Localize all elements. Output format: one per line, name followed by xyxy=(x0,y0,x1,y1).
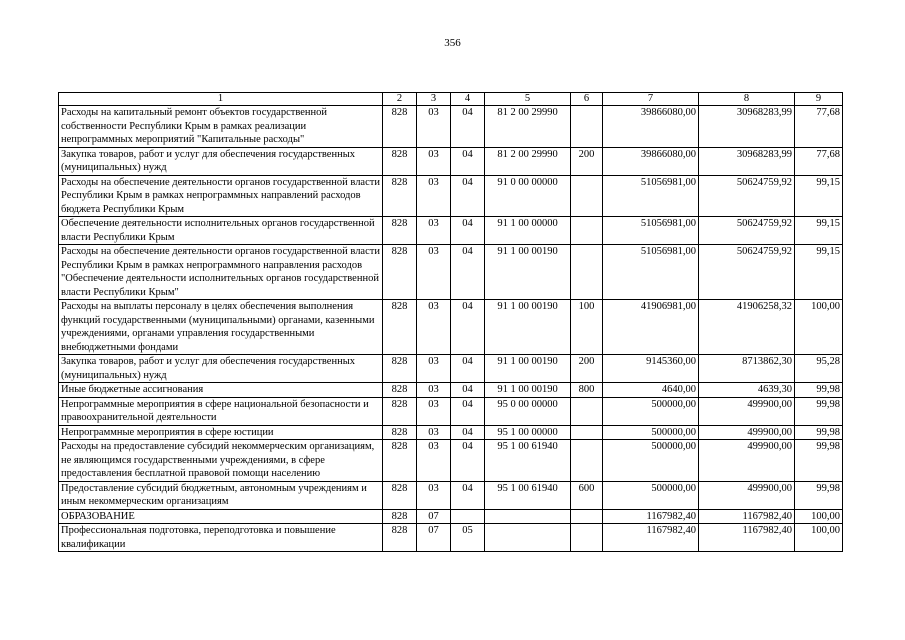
row-name-cell: Расходы на выплаты персоналу в целях обеспечения выполнения функций государственными (муниципальными) органами, казенными учреждениями, органами управления государственными внебюджетными фондами xyxy=(59,300,383,355)
subsection-code-cell xyxy=(451,509,485,524)
subsection-code-cell: 04 xyxy=(451,300,485,355)
ministry-code-cell: 828 xyxy=(383,524,417,552)
planned-amount-cell: 1167982,40 xyxy=(603,509,699,524)
executed-amount-cell: 1167982,40 xyxy=(699,524,795,552)
ministry-code-cell: 828 xyxy=(383,175,417,217)
expense-type-cell xyxy=(571,397,603,425)
target-article-cell: 91 1 00 00190 xyxy=(485,355,571,383)
expense-type-cell xyxy=(571,106,603,148)
subsection-code-cell: 04 xyxy=(451,355,485,383)
table-row xyxy=(59,397,843,425)
executed-amount-cell: 499900,00 xyxy=(699,425,795,440)
subsection-code-cell: 05 xyxy=(451,524,485,552)
row-name-cell: Расходы на предоставление субсидий некоммерческим организациям, не являющимся государственными учреждениями, в сфере предоставления бесплатной правовой помощи населению xyxy=(59,440,383,482)
section-code-cell: 03 xyxy=(417,147,451,175)
expense-type-cell: 600 xyxy=(571,481,603,509)
table-body xyxy=(59,106,843,552)
execution-percent-cell: 99,98 xyxy=(795,383,843,398)
column-header: 1 xyxy=(59,93,383,106)
subsection-code-cell: 04 xyxy=(451,440,485,482)
target-article-cell: 91 1 00 00190 xyxy=(485,245,571,300)
table-row xyxy=(59,425,843,440)
column-header: 9 xyxy=(795,93,843,106)
execution-percent-cell: 99,98 xyxy=(795,397,843,425)
expense-type-cell xyxy=(571,175,603,217)
subsection-code-cell: 04 xyxy=(451,217,485,245)
execution-percent-cell: 99,15 xyxy=(795,175,843,217)
column-header: 8 xyxy=(699,93,795,106)
subsection-code-cell: 04 xyxy=(451,383,485,398)
executed-amount-cell: 50624759,92 xyxy=(699,245,795,300)
execution-percent-cell: 99,98 xyxy=(795,425,843,440)
execution-percent-cell: 99,98 xyxy=(795,481,843,509)
executed-amount-cell: 499900,00 xyxy=(699,481,795,509)
execution-percent-cell: 77,68 xyxy=(795,106,843,148)
ministry-code-cell: 828 xyxy=(383,383,417,398)
execution-percent-cell: 100,00 xyxy=(795,509,843,524)
execution-percent-cell: 100,00 xyxy=(795,524,843,552)
table-row xyxy=(59,524,843,552)
table-row xyxy=(59,175,843,217)
expense-type-cell xyxy=(571,425,603,440)
page-number: 356 xyxy=(444,37,461,49)
executed-amount-cell: 499900,00 xyxy=(699,397,795,425)
table-row xyxy=(59,509,843,524)
table-row xyxy=(59,383,843,398)
executed-amount-cell: 41906258,32 xyxy=(699,300,795,355)
target-article-cell: 95 1 00 61940 xyxy=(485,481,571,509)
expense-type-cell xyxy=(571,217,603,245)
subsection-code-cell: 04 xyxy=(451,425,485,440)
table-row xyxy=(59,300,843,355)
executed-amount-cell: 499900,00 xyxy=(699,440,795,482)
ministry-code-cell: 828 xyxy=(383,397,417,425)
row-name-cell: Обеспечение деятельности исполнительных органов государственной власти Республики Крым xyxy=(59,217,383,245)
section-code-cell: 03 xyxy=(417,397,451,425)
row-name-cell: Расходы на капитальный ремонт объектов государственной собственности Республики Крым в рамках реализации непрограммных мероприятий "Капитальные расходы" xyxy=(59,106,383,148)
row-name-cell: Непрограммные мероприятия в сфере юстиции xyxy=(59,425,383,440)
table-row xyxy=(59,245,843,300)
expense-type-cell xyxy=(571,245,603,300)
executed-amount-cell: 8713862,30 xyxy=(699,355,795,383)
execution-percent-cell: 99,15 xyxy=(795,217,843,245)
planned-amount-cell: 39866080,00 xyxy=(603,147,699,175)
planned-amount-cell: 500000,00 xyxy=(603,397,699,425)
section-code-cell: 03 xyxy=(417,245,451,300)
section-code-cell: 03 xyxy=(417,106,451,148)
target-article-cell: 91 0 00 00000 xyxy=(485,175,571,217)
target-article-cell: 81 2 00 29990 xyxy=(485,106,571,148)
subsection-code-cell: 04 xyxy=(451,147,485,175)
planned-amount-cell: 4640,00 xyxy=(603,383,699,398)
planned-amount-cell: 500000,00 xyxy=(603,481,699,509)
table-row xyxy=(59,217,843,245)
subsection-code-cell: 04 xyxy=(451,397,485,425)
row-name-cell: Расходы на обеспечение деятельности органов государственной власти Республики Крым в рамках непрограммных направлений расходов бюджета Республики Крым xyxy=(59,175,383,217)
row-name-cell: Предоставление субсидий бюджетным, автономным учреждениям и иным некоммерческим организациям xyxy=(59,481,383,509)
planned-amount-cell: 51056981,00 xyxy=(603,245,699,300)
ministry-code-cell: 828 xyxy=(383,300,417,355)
column-header: 7 xyxy=(603,93,699,106)
ministry-code-cell: 828 xyxy=(383,217,417,245)
section-code-cell: 03 xyxy=(417,175,451,217)
subsection-code-cell: 04 xyxy=(451,481,485,509)
section-code-cell: 07 xyxy=(417,524,451,552)
expense-type-cell xyxy=(571,509,603,524)
table-row xyxy=(59,355,843,383)
column-header: 4 xyxy=(451,93,485,106)
table-header-row xyxy=(59,93,843,106)
section-code-cell: 07 xyxy=(417,509,451,524)
executed-amount-cell: 50624759,92 xyxy=(699,175,795,217)
planned-amount-cell: 500000,00 xyxy=(603,425,699,440)
executed-amount-cell: 1167982,40 xyxy=(699,509,795,524)
section-code-cell: 03 xyxy=(417,481,451,509)
expense-type-cell xyxy=(571,524,603,552)
planned-amount-cell: 39866080,00 xyxy=(603,106,699,148)
planned-amount-cell: 1167982,40 xyxy=(603,524,699,552)
table-row xyxy=(59,440,843,482)
target-article-cell: 95 1 00 61940 xyxy=(485,440,571,482)
target-article-cell: 91 1 00 00000 xyxy=(485,217,571,245)
section-code-cell: 03 xyxy=(417,440,451,482)
executed-amount-cell: 30968283,99 xyxy=(699,106,795,148)
execution-percent-cell: 99,98 xyxy=(795,440,843,482)
expense-type-cell xyxy=(571,440,603,482)
subsection-code-cell: 04 xyxy=(451,175,485,217)
planned-amount-cell: 9145360,00 xyxy=(603,355,699,383)
target-article-cell: 91 1 00 00190 xyxy=(485,383,571,398)
ministry-code-cell: 828 xyxy=(383,106,417,148)
section-code-cell: 03 xyxy=(417,383,451,398)
table-row xyxy=(59,147,843,175)
ministry-code-cell: 828 xyxy=(383,425,417,440)
executed-amount-cell: 30968283,99 xyxy=(699,147,795,175)
ministry-code-cell: 828 xyxy=(383,355,417,383)
executed-amount-cell: 4639,30 xyxy=(699,383,795,398)
column-header: 5 xyxy=(485,93,571,106)
expense-type-cell: 200 xyxy=(571,355,603,383)
planned-amount-cell: 51056981,00 xyxy=(603,175,699,217)
section-code-cell: 03 xyxy=(417,425,451,440)
row-name-cell: Профессиональная подготовка, переподготовка и повышение квалификации xyxy=(59,524,383,552)
ministry-code-cell: 828 xyxy=(383,147,417,175)
ministry-code-cell: 828 xyxy=(383,509,417,524)
column-header: 3 xyxy=(417,93,451,106)
execution-percent-cell: 95,28 xyxy=(795,355,843,383)
budget-table xyxy=(58,92,843,552)
table-row xyxy=(59,481,843,509)
execution-percent-cell: 99,15 xyxy=(795,245,843,300)
execution-percent-cell: 100,00 xyxy=(795,300,843,355)
subsection-code-cell: 04 xyxy=(451,245,485,300)
column-header: 6 xyxy=(571,93,603,106)
row-name-cell: Расходы на обеспечение деятельности органов государственной власти Республики Крым в рамках непрограммного направления расходов "Обеспечение деятельности исполнительных органов государственной власти Республики Крым" xyxy=(59,245,383,300)
planned-amount-cell: 51056981,00 xyxy=(603,217,699,245)
row-name-cell: Непрограммные мероприятия в сфере национальной безопасности и правоохранительной деятельности xyxy=(59,397,383,425)
section-code-cell: 03 xyxy=(417,355,451,383)
section-code-cell: 03 xyxy=(417,300,451,355)
expense-type-cell: 100 xyxy=(571,300,603,355)
execution-percent-cell: 77,68 xyxy=(795,147,843,175)
target-article-cell: 81 2 00 29990 xyxy=(485,147,571,175)
subsection-code-cell: 04 xyxy=(451,106,485,148)
executed-amount-cell: 50624759,92 xyxy=(699,217,795,245)
target-article-cell: 91 1 00 00190 xyxy=(485,300,571,355)
planned-amount-cell: 41906981,00 xyxy=(603,300,699,355)
target-article-cell xyxy=(485,524,571,552)
ministry-code-cell: 828 xyxy=(383,440,417,482)
row-name-cell: Закупка товаров, работ и услуг для обеспечения государственных (муниципальных) нужд xyxy=(59,355,383,383)
row-name-cell: Иные бюджетные ассигнования xyxy=(59,383,383,398)
target-article-cell: 95 1 00 00000 xyxy=(485,425,571,440)
row-name-cell: Закупка товаров, работ и услуг для обеспечения государственных (муниципальных) нужд xyxy=(59,147,383,175)
target-article-cell: 95 0 00 00000 xyxy=(485,397,571,425)
section-code-cell: 03 xyxy=(417,217,451,245)
target-article-cell xyxy=(485,509,571,524)
column-header: 2 xyxy=(383,93,417,106)
expense-type-cell: 200 xyxy=(571,147,603,175)
ministry-code-cell: 828 xyxy=(383,245,417,300)
expense-type-cell: 800 xyxy=(571,383,603,398)
table-row xyxy=(59,106,843,148)
row-name-cell: ОБРАЗОВАНИЕ xyxy=(59,509,383,524)
ministry-code-cell: 828 xyxy=(383,481,417,509)
planned-amount-cell: 500000,00 xyxy=(603,440,699,482)
